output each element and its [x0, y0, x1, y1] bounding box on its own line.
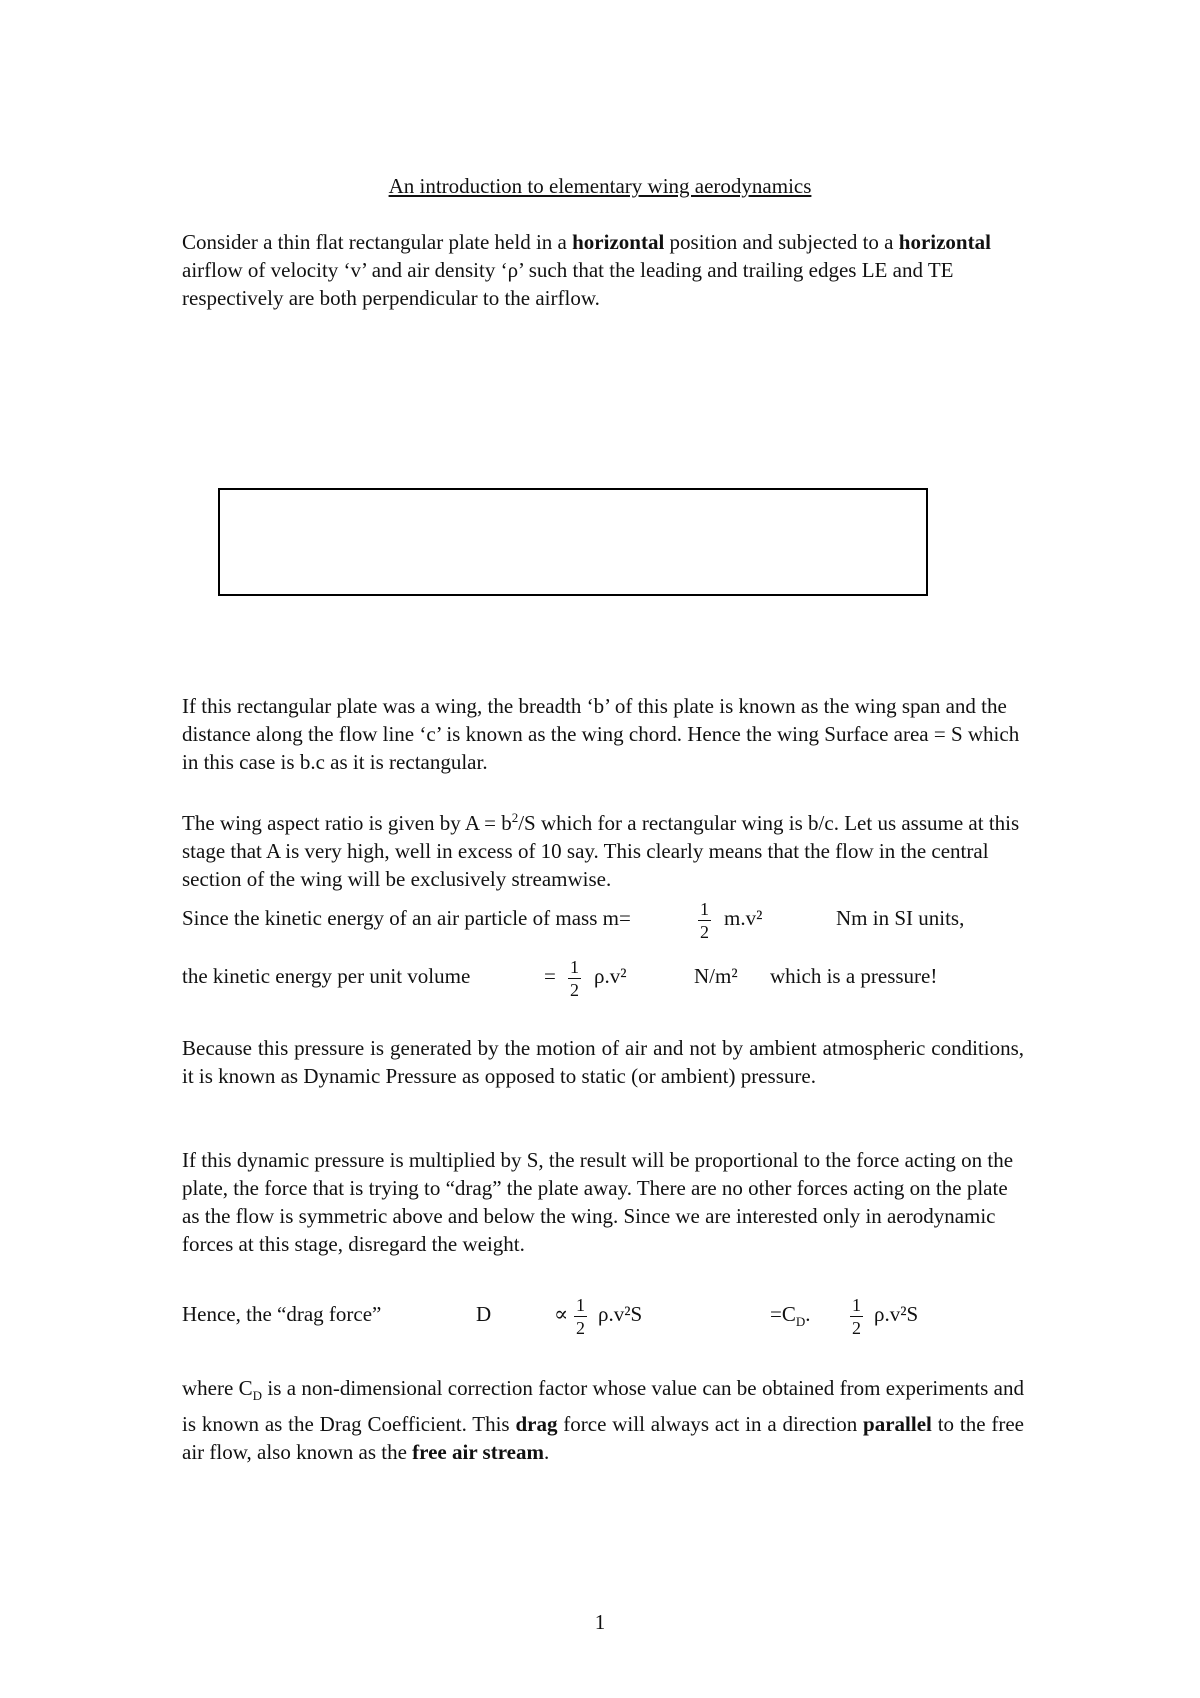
dot-operator: .: [805, 1302, 811, 1326]
density-velocity-expression: ρ.v²: [594, 964, 627, 988]
intro-bold-horizontal-1: horizontal: [572, 230, 665, 254]
dynamic-pressure-paragraph: Because this pressure is generated by the motion of air and not by ambient atmospheric conditions, it is known as Dynamic Pressure as opposed to static (or ambient) pressure.: [182, 1036, 1024, 1088]
per-unit-volume-text: the kinetic energy per unit volume: [182, 964, 471, 988]
fraction-denominator-3: 2: [576, 1317, 585, 1338]
mass-velocity-expression: m.v²: [724, 906, 763, 930]
aspect-ratio-text-1: The wing aspect ratio is given by A = b: [182, 811, 512, 835]
fraction-numerator: 1: [700, 898, 709, 919]
aspect-ratio-superscript: 2: [511, 810, 519, 825]
bold-drag: drag: [515, 1412, 558, 1437]
intro-bold-horizontal-2: horizontal: [898, 230, 991, 254]
fraction-denominator: 2: [700, 921, 709, 942]
drag-force-equation: [182, 1284, 1024, 1344]
wing-span-paragraph: If this rectangular plate was a wing, the breadth ‘b’ of this plate is known as the wing span and the distance along the flow line ‘c’ is known as the wing chord. Hence the wing Surface area = S which in this case is b.c as it is rectangular.: [182, 694, 1020, 774]
kinetic-energy-equation: [182, 888, 1024, 948]
intro-text-3: airflow of velocity ‘v’ and air density ‘ρ’ such that the leading and trailing edges LE and TE respectively are both perpendicular to the airflow.: [182, 258, 954, 310]
cd-text-2: is a non-dimensional correction factor whose value can be obtained from experiments and is known as the Drag Coefficient. This: [182, 1376, 1025, 1437]
pressure-equation: [182, 946, 1024, 1006]
half-fraction-4: [846, 1284, 867, 1344]
kinetic-energy-text: Since the kinetic energy of an air particle of mass m=: [182, 906, 631, 930]
bold-parallel: parallel: [863, 1412, 932, 1437]
equals-cd: [770, 1284, 811, 1352]
bold-free-air-stream: free air stream: [412, 1440, 544, 1465]
intro-text-1: Consider a thin flat rectangular plate held in a: [182, 230, 573, 254]
fraction-denominator-2: 2: [570, 979, 579, 1000]
intro-paragraph: [182, 228, 1024, 312]
half-fraction: [694, 888, 715, 948]
drag-expression-1: ρ.v²S: [598, 1302, 643, 1326]
drag-force-paragraph: If this dynamic pressure is multiplied by S, the result will be proportional to the force acting on the plate, the force that is trying to “drag” the plate away. There are no other forces acting on the plate as the flow is symmetric above and below the wing. Since we are interested only in aerodynamic forces at this stage, disregard the weight.: [182, 1148, 1014, 1256]
cd-text-4: to the free air flow, also known as the: [182, 1412, 1024, 1465]
intro-text-2: position and subjected to a: [664, 230, 899, 254]
cd-text-1: where C: [182, 1376, 253, 1400]
aspect-ratio-text-2: /S which for a rectangular wing is b/c. Let us assume at this stage that A is very high, well in excess of 10 say. This clearly means that the flow in the central section of the wing will be exclusively streamwise.: [182, 811, 1020, 891]
half-fraction-3: [570, 1284, 591, 1344]
drag-symbol: D: [476, 1302, 492, 1326]
flat-plate-diagram: [218, 488, 928, 596]
page-number: 1: [594, 1610, 606, 1634]
drag-expression-2: ρ.v²S: [874, 1302, 919, 1326]
equals-c: =C: [770, 1302, 796, 1326]
aspect-ratio-paragraph: [182, 804, 1024, 893]
fraction-numerator-4: 1: [852, 1294, 861, 1315]
proportional-symbol: ∝: [554, 1302, 569, 1326]
fraction-numerator-3: 1: [576, 1294, 585, 1315]
cd-text-3: force will always act in a direction: [557, 1412, 864, 1437]
page-title: An introduction to elementary wing aerodynamics: [388, 174, 812, 198]
cd-subscript-text: D: [252, 1388, 263, 1404]
half-fraction-2: [564, 946, 585, 1006]
si-units-text: Nm in SI units,: [836, 906, 965, 930]
fraction-denominator-4: 2: [852, 1317, 861, 1338]
equals-sign: =: [544, 964, 556, 988]
cd-text-5: .: [543, 1440, 550, 1465]
fraction-numerator-2: 1: [570, 956, 579, 977]
pressure-note: which is a pressure!: [770, 964, 938, 988]
drag-coefficient-paragraph: [182, 1374, 1024, 1466]
cd-subscript: D: [795, 1314, 806, 1330]
pressure-units: N/m²: [694, 964, 738, 988]
drag-force-label: Hence, the “drag force”: [182, 1302, 382, 1326]
